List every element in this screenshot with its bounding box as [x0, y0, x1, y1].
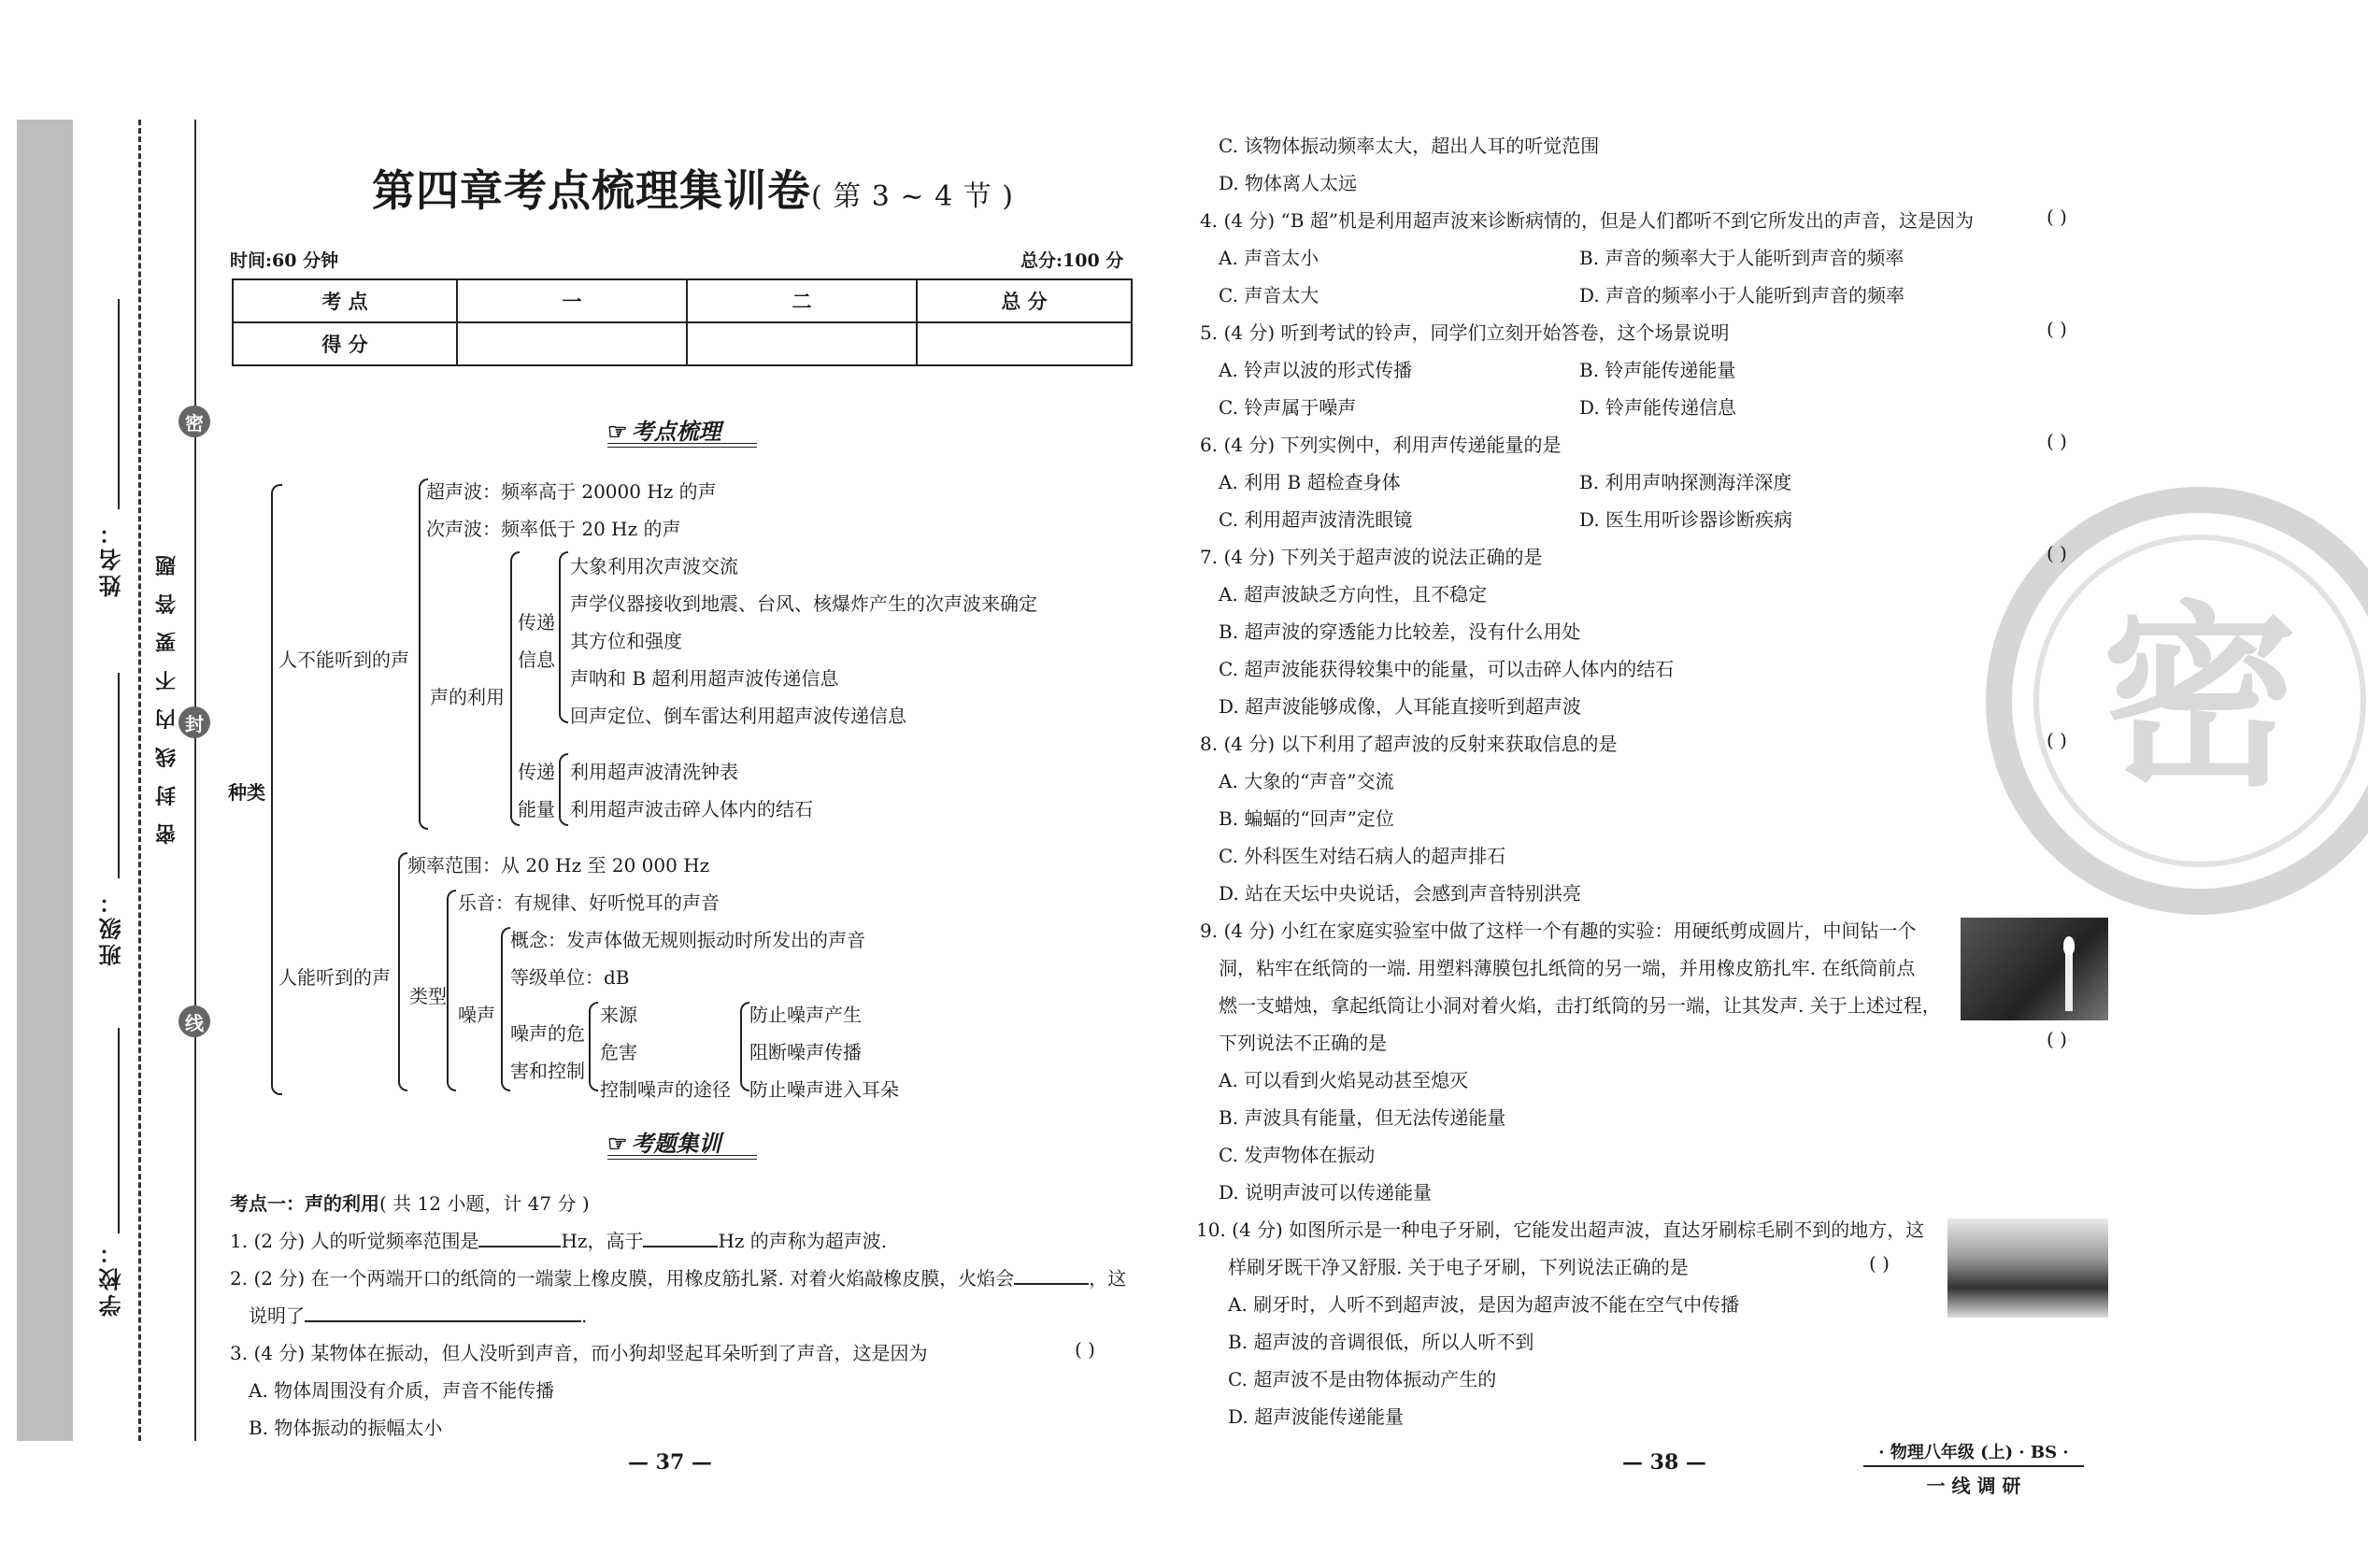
mindmap-types: 类型 — [409, 985, 447, 1007]
option-item: A. 大象的“声音”交流 — [1219, 770, 1394, 792]
option-item: B. 利用声呐探测海洋深度 — [1579, 471, 1792, 493]
option-item: B. 物体振动的振幅太小 — [249, 1417, 443, 1439]
page-number-right: — 38 — — [1622, 1450, 1706, 1475]
question-6: 6. (4 分) 下列实例中，利用声传递能量的是 — [1200, 434, 1562, 456]
hand-pointer-icon: ☞ — [607, 418, 628, 445]
hand-pointer-icon: ☞ — [607, 1130, 628, 1157]
option-item: B. 超声波的音调很低，所以人听不到 — [1228, 1331, 1534, 1353]
root-brace — [271, 484, 282, 1095]
binding-strip — [17, 120, 73, 1441]
answer-parentheses[interactable]: ( ) — [2047, 318, 2067, 340]
option-item: C. 外科医生对结石病人的超声排石 — [1219, 845, 1506, 867]
question-8: 8. (4 分) 以下利用了超声波的反射来获取信息的是 — [1200, 733, 1618, 755]
table-row — [233, 322, 1132, 365]
option-item: C. 铃声属于噪声 — [1219, 396, 1357, 419]
mindmap-info-item: 声呐和 B 超利用超声波传递信息 — [570, 667, 839, 690]
mindmap-way: 阻断噪声传播 — [749, 1041, 862, 1063]
mindmap-energy-2: 能量 — [518, 798, 555, 820]
option-item: A. 可以看到火焰晃动甚至熄灭 — [1219, 1069, 1469, 1091]
mindmap-use: 声的利用 — [430, 686, 505, 708]
use-brace — [510, 551, 520, 826]
question-5: 5. (4 分) 听到考试的铃声，同学们立刻开始答卷，这个场景说明 — [1200, 321, 1730, 344]
question-2: 2. (2 分) 在一个两端开口的纸筒的一端蒙上橡皮膜，用橡皮筋扎紧. 对着火焰敲橡皮膜，火焰会 ，这 — [230, 1267, 1127, 1290]
mindmap-source: 来源 — [600, 1004, 637, 1026]
mindmap-node-inaudible: 人不能听到的声 — [278, 649, 409, 671]
harm-brace — [589, 1002, 598, 1091]
mindmap-control: 控制噪声的途径 — [600, 1078, 731, 1101]
option-item: B. 蝙蝠的“回声”定位 — [1219, 807, 1394, 830]
candle-tube-photo — [1961, 918, 2108, 1020]
mindmap-freq-range: 频率范围：从 20 Hz 至 20 000 Hz — [407, 854, 710, 877]
footer-publisher: 一 线 调 研 — [1926, 1475, 2021, 1497]
option-item: D. 超声波能传递能量 — [1228, 1405, 1405, 1428]
answer-blank[interactable] — [643, 1246, 718, 1247]
table-cell: 考 点 — [233, 279, 457, 322]
option-item: B. 声波具有能量，但无法传递能量 — [1219, 1106, 1506, 1129]
option-item: D. 医生用听诊器诊断疾病 — [1579, 508, 1793, 531]
option-item: B. 声音的频率大于人能听到声音的频率 — [1579, 247, 1904, 269]
ways-brace — [740, 1002, 749, 1091]
mindmap-harm-1: 噪声的危 — [510, 1022, 585, 1045]
exam-total: 总分:100 分 — [1020, 250, 1124, 271]
table-cell: 二 — [687, 279, 917, 322]
mindmap-way: 防止噪声进入耳朵 — [749, 1078, 899, 1101]
class-underline — [118, 673, 120, 878]
mindmap-info-item: 大象利用次声波交流 — [570, 555, 738, 577]
answer-blank[interactable] — [478, 1246, 561, 1247]
audible-brace — [398, 852, 407, 1091]
class-label: 班级： — [98, 888, 125, 966]
mindmap-music: 乐音：有规律、好听悦耳的声音 — [458, 891, 720, 914]
types-brace — [447, 890, 456, 1091]
answer-parentheses[interactable]: ( ) — [2047, 729, 2067, 751]
answer-parentheses[interactable]: ( ) — [2047, 206, 2067, 228]
section-heading-review: ☞ 考点梳理 — [607, 418, 721, 445]
table-row — [233, 279, 1132, 322]
option-item: C. 发声物体在振动 — [1219, 1144, 1376, 1166]
question-9-cont: 洞，粘牢在纸筒的一端. 用塑料薄膜包扎纸筒的另一端，并用橡皮筋扎牢. 在纸筒前点 — [1219, 957, 1916, 979]
flame-icon — [2063, 936, 2075, 955]
mindmap-info-2: 信息 — [518, 649, 555, 671]
question-10: 10. (4 分) 如图所示是一种电子牙刷，它能发出超声波，直达牙刷棕毛刷不到的地方，这 — [1196, 1219, 1925, 1241]
option-item: D. 铃声能传递信息 — [1579, 396, 1737, 419]
mindmap-energy-1: 传递 — [518, 761, 555, 783]
heading-underline — [607, 443, 757, 448]
option-item: A. 刷牙时，人听不到超声波，是因为超声波不能在空气中传播 — [1228, 1293, 1740, 1316]
table-cell: 总 分 — [917, 279, 1132, 322]
question-3: 3. (4 分) 某物体在振动，但人没听到声音，而小狗却竖起耳朵听到了声音，这是因为 — [230, 1342, 928, 1364]
table-cell: 一 — [457, 279, 687, 322]
score-input-cell[interactable] — [917, 322, 1132, 365]
mindmap-root: 种类 — [228, 781, 265, 804]
mindmap-info-item: 其方位和强度 — [570, 630, 682, 652]
name-label: 姓名： — [98, 519, 125, 597]
info-brace — [559, 551, 568, 723]
question-4: 4. (4 分) “B 超”机是利用超声波来诊断病情的，但是人们都听不到它所发出的声音，这是因为 — [1200, 209, 1974, 232]
mindmap-node-audible: 人能听到的声 — [278, 966, 391, 989]
cut-line-dashed — [138, 120, 141, 1441]
score-input-cell[interactable] — [457, 322, 687, 365]
table-cell: 得 分 — [233, 322, 457, 365]
option-item: C. 超声波不是由物体振动产生的 — [1228, 1368, 1497, 1390]
option-item: D. 站在天坛中央说话，会感到声音特别洪亮 — [1219, 882, 1582, 905]
binding-warning: 密 封 线 内 不 要 答 题 — [155, 552, 177, 845]
mindmap-noise: 噪声 — [458, 1004, 495, 1026]
mindmap-infrasonic: 次声波：频率低于 20 Hz 的声 — [426, 518, 681, 540]
option-item: A. 铃声以波的形式传播 — [1219, 359, 1413, 381]
svg-text:密: 密 — [2101, 584, 2299, 813]
mindmap-energy-item: 利用超声波清洗钟表 — [570, 761, 738, 783]
question-9-cont: 燃一支蜡烛，拿起纸筒让小洞对着火焰，击打纸筒的另一端，让其发声. 关于上述过程， — [1219, 994, 1941, 1017]
topic-heading: 考点一：声的利用( 共 12 小题，计 47 分 ) — [230, 1192, 590, 1215]
option-item: A. 声音太小 — [1219, 247, 1320, 269]
mindmap-ultrasonic: 超声波：频率高于 20000 Hz 的声 — [426, 480, 717, 503]
section-heading-training: ☞ 考题集训 — [607, 1130, 721, 1157]
answer-parentheses[interactable]: ( ) — [1869, 1252, 1890, 1275]
option-item: D. 物体离人太远 — [1219, 172, 1358, 194]
mindmap-harm: 危害 — [600, 1041, 637, 1063]
mindmap-info-item: 声学仪器接收到地震、台风、核爆炸产生的次声波来确定 — [570, 592, 1037, 615]
answer-blank[interactable] — [1014, 1283, 1089, 1285]
candle-icon — [2065, 953, 2073, 1011]
option-item: D. 声音的频率小于人能听到声音的频率 — [1579, 284, 1905, 306]
footer-series: · 物理八年级 (上) · BS · — [1863, 1439, 2084, 1467]
question-9: 9. (4 分) 小红在家庭实验室中做了这样一个有趣的实验：用硬纸剪成圆片，中间钻一个 — [1200, 919, 1917, 942]
seal-mark-feng: 封 — [178, 706, 210, 738]
score-input-cell[interactable] — [687, 322, 917, 365]
page-number-left: — 37 — — [628, 1450, 712, 1475]
option-item: C. 该物体振动频率太大，超出人耳的听觉范围 — [1219, 135, 1600, 157]
noise-brace — [501, 927, 510, 1091]
electric-toothbrush-photo — [1947, 1219, 2108, 1318]
mindmap-way: 防止噪声产生 — [749, 1004, 862, 1026]
question-10-cont: 样刷牙既干净又舒服. 关于电子牙刷，下列说法正确的是 — [1228, 1256, 1689, 1278]
question-2-cont: 说明了 . — [249, 1304, 588, 1327]
option-item: C. 声音太大 — [1219, 284, 1320, 306]
heading-underline — [607, 1155, 757, 1160]
answer-parentheses[interactable]: ( ) — [2047, 430, 2067, 452]
mindmap-energy-item: 利用超声波击碎人体内的结石 — [570, 798, 813, 820]
mindmap-noise-concept: 概念：发声体做无规则振动时所发出的声音 — [510, 929, 865, 951]
mindmap-info-item: 回声定位、倒车雷达利用超声波传递信息 — [570, 705, 906, 727]
option-item: A. 利用 B 超检查身体 — [1219, 471, 1401, 493]
option-item: A. 超声波缺乏方向性，且不稳定 — [1219, 583, 1488, 606]
option-item: D. 说明声波可以传递能量 — [1219, 1181, 1433, 1204]
question-1: 1. (2 分) 人的听觉频率范围是 Hz，高于 Hz 的声称为超声波. — [230, 1230, 888, 1252]
answer-blank[interactable] — [305, 1320, 581, 1322]
footer-brand — [1863, 1439, 2084, 1498]
option-item: C. 利用超声波清洗眼镜 — [1219, 508, 1413, 531]
mindmap-harm-2: 害和控制 — [510, 1060, 585, 1082]
page-title: 第四章考点梳理集训卷( 第 3 ~ 4 节 ) — [372, 165, 1014, 216]
title-subtitle: ( 第 3 ~ 4 节 ) — [811, 180, 1014, 213]
mindmap-info-1: 传递 — [518, 611, 555, 634]
exam-time: 时间:60 分钟 — [230, 250, 339, 271]
seal-mark-mi: 密 — [178, 406, 210, 437]
seal-mark-xian: 线 — [178, 1005, 210, 1037]
option-item: C. 超声波能获得较集中的能量，可以击碎人体内的结石 — [1219, 658, 1675, 680]
option-item: A. 物体周围没有介质，声音不能传播 — [249, 1379, 555, 1402]
answer-parentheses[interactable]: ( ) — [1075, 1338, 1095, 1361]
option-item: B. 铃声能传递能量 — [1579, 359, 1736, 381]
school-label: 学校： — [98, 1238, 125, 1317]
question-9-cont: 下列说法不正确的是 — [1219, 1032, 1387, 1054]
question-7: 7. (4 分) 下列关于超声波的说法正确的是 — [1200, 546, 1543, 568]
option-item: B. 超声波的穿透能力比较差，没有什么用处 — [1219, 620, 1581, 643]
confidential-watermark — [1976, 477, 2368, 925]
option-item: D. 超声波能够成像，人耳能直接听到超声波 — [1219, 695, 1582, 718]
name-underline — [118, 299, 120, 509]
answer-parentheses[interactable]: ( ) — [2047, 542, 2067, 564]
school-underline — [118, 1028, 120, 1233]
mindmap-noise-unit: 等级单位：dB — [510, 966, 630, 989]
score-table — [232, 278, 1133, 366]
answer-parentheses[interactable]: ( ) — [2047, 1028, 2067, 1050]
energy-brace — [559, 753, 568, 826]
seal-line — [194, 120, 196, 1441]
